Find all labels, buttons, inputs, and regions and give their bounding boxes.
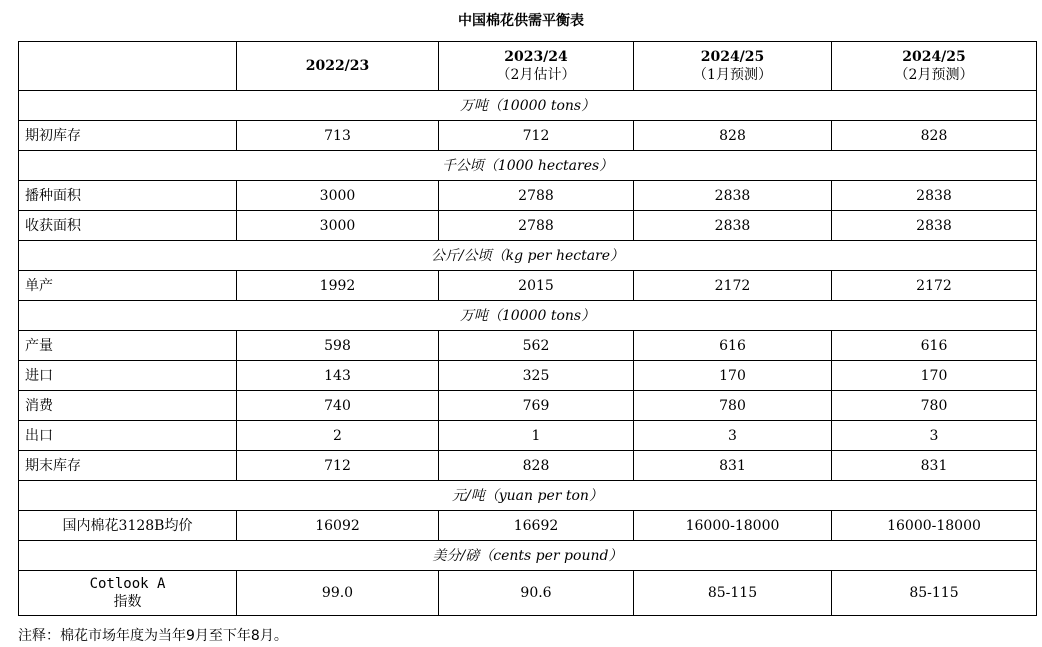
cell-value: 1992 [237,271,439,301]
header-year: 2024/25 [700,49,765,65]
header-year: 2022/23 [305,58,370,74]
header-year: 2023/24 [504,49,568,65]
cell-value: 828 [832,121,1037,151]
cell-value: 2172 [634,271,832,301]
row-label: 播种面积 [19,181,237,211]
header-subtitle: （2月估计） [496,67,576,83]
row-label-line: Cotlook A [89,576,166,592]
cell-value: 85-115 [832,571,1037,616]
footnote: 注释：棉花市场年度为当年9月至下年8月。 [18,628,288,644]
cell-value: 2788 [439,181,634,211]
cell-value: 2172 [832,271,1037,301]
row-label: 进口 [19,361,237,391]
cell-value: 16692 [439,511,634,541]
cell-value: 2838 [634,181,832,211]
table-row [19,511,1037,541]
unit-row [19,241,1037,271]
unit-row [19,151,1037,181]
cell-value: 616 [634,331,832,361]
row-label: 国内棉花3128B均价 [19,511,237,541]
unit-row [19,301,1037,331]
cell-value: 3 [832,421,1037,451]
table-row [19,121,1037,151]
cell-value: 2838 [832,181,1037,211]
supply-demand-table [18,41,1037,616]
cell-value: 170 [832,361,1037,391]
header-year: 2024/25 [902,49,966,65]
cell-value: 616 [832,331,1037,361]
unit-label: 元/吨（yuan per ton） [19,481,1037,511]
cell-value: 740 [237,391,439,421]
header-row [19,42,1037,91]
row-label: 消费 [19,391,237,421]
table-row [19,421,1037,451]
unit-label: 万吨（10000 tons） [19,91,1037,121]
row-label: 期初库存 [19,121,237,151]
cell-value: 780 [832,391,1037,421]
cell-value: 2788 [439,211,634,241]
table-row [19,451,1037,481]
cell-value: 170 [634,361,832,391]
cell-value: 598 [237,331,439,361]
cell-value: 16092 [237,511,439,541]
row-label: 出口 [19,421,237,451]
cell-value: 562 [439,331,634,361]
cell-value: 99.0 [237,571,439,616]
table-row [19,271,1037,301]
cell-value: 16000-18000 [634,511,832,541]
header-col-2023-24 [439,42,634,91]
unit-label: 美分/磅（cents per pound） [19,541,1037,571]
cell-value: 3000 [237,211,439,241]
header-subtitle: （2月预测） [894,67,974,83]
cell-value: 831 [634,451,832,481]
cell-value: 325 [439,361,634,391]
unit-label: 公斤/公顷（kg per hectare） [19,241,1037,271]
header-col-2022-23 [237,42,439,91]
cell-value: 713 [237,121,439,151]
cell-value: 16000-18000 [832,511,1037,541]
table-row [19,211,1037,241]
cell-value: 2838 [634,211,832,241]
cell-value: 2838 [832,211,1037,241]
header-col-2024-25-jan [634,42,832,91]
cell-value: 831 [832,451,1037,481]
cell-value: 712 [237,451,439,481]
unit-label: 万吨（10000 tons） [19,301,1037,331]
row-label-line: 指数 [113,594,142,610]
cell-value: 90.6 [439,571,634,616]
cell-value: 85-115 [634,571,832,616]
row-label: 收获面积 [19,211,237,241]
cell-value: 828 [634,121,832,151]
cell-value: 3000 [237,181,439,211]
unit-row [19,91,1037,121]
header-col-2024-25-feb [832,42,1037,91]
row-label: 产量 [19,331,237,361]
table-title: 中国棉花供需平衡表 [458,13,584,29]
cell-value: 3 [634,421,832,451]
cell-value: 143 [237,361,439,391]
cell-value: 2 [237,421,439,451]
cell-value: 828 [439,451,634,481]
cell-value: 2015 [439,271,634,301]
row-label: 单产 [19,271,237,301]
table-row [19,391,1037,421]
table-row [19,571,1037,616]
cell-value: 1 [439,421,634,451]
unit-row [19,481,1037,511]
row-label: 期末库存 [19,451,237,481]
unit-row [19,541,1037,571]
unit-label: 千公顷（1000 hectares） [19,151,1037,181]
cell-value: 712 [439,121,634,151]
table-row [19,181,1037,211]
table-row [19,331,1037,361]
header-corner-cell [19,42,237,91]
cell-value: 769 [439,391,634,421]
header-subtitle: （1月预测） [693,67,772,83]
table-row [19,361,1037,391]
cell-value: 780 [634,391,832,421]
row-label [19,571,237,616]
